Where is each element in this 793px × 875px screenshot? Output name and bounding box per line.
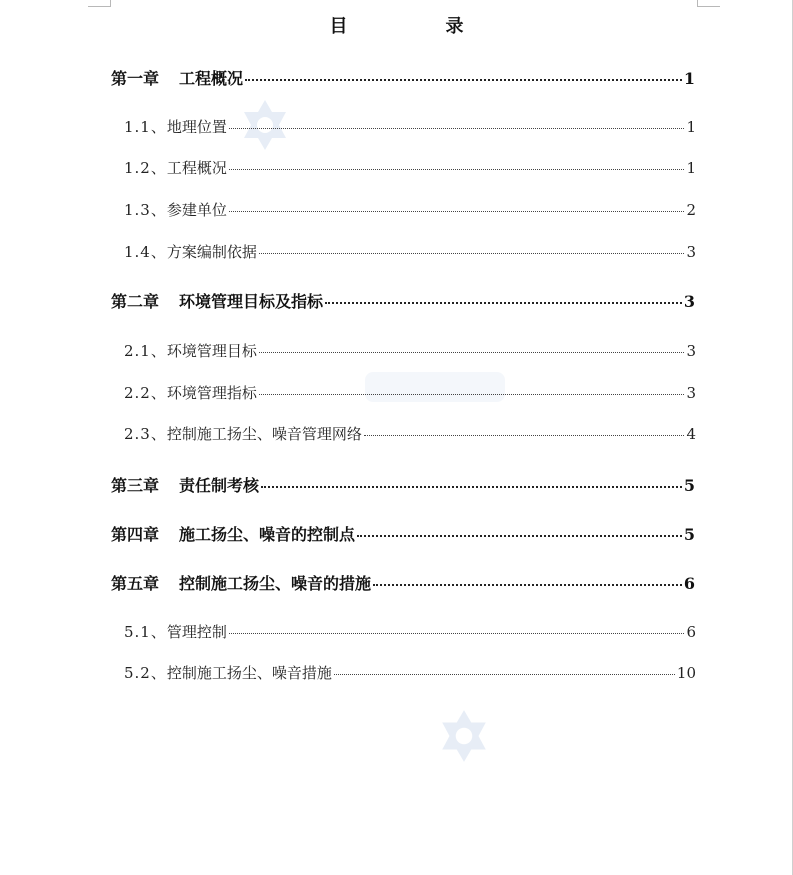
toc-page-number: 3 xyxy=(686,342,696,360)
toc-page-number: 1 xyxy=(686,118,696,136)
toc-section-entry[interactable] xyxy=(124,382,696,403)
toc-entry-number: 1.3、 xyxy=(124,201,167,219)
toc-page-number: 3 xyxy=(683,292,695,311)
toc-page-number: 6 xyxy=(683,574,695,593)
toc-dot-leader xyxy=(259,352,685,353)
toc-page-number: 4 xyxy=(686,425,696,443)
toc-page-number: 3 xyxy=(686,243,696,261)
toc-dot-leader xyxy=(229,128,685,129)
toc-page-number: 1 xyxy=(683,69,695,88)
toc-entry-number: 1.4、 xyxy=(124,243,167,261)
page-corner-mark-left xyxy=(88,0,111,7)
toc-page-number: 10 xyxy=(676,664,696,682)
toc-entry-title: 责任制考核 xyxy=(179,476,260,495)
toc-entry-title: 管理控制 xyxy=(166,623,227,641)
toc-dot-leader xyxy=(259,394,685,395)
toc-page-number: 6 xyxy=(686,623,696,641)
toc-entry-title: 环境管理目标及指标 xyxy=(179,292,324,311)
toc-dot-leader xyxy=(325,302,682,304)
toc-entry-title: 工程概况 xyxy=(166,159,227,177)
toc-entry-title: 参建单位 xyxy=(166,201,227,219)
toc-dot-leader xyxy=(261,486,682,488)
toc-entry-title: 工程概况 xyxy=(179,69,244,88)
toc-entry-number: 1.1、 xyxy=(124,118,167,136)
toc-chapter-entry[interactable] xyxy=(111,473,695,496)
toc-section-entry[interactable] xyxy=(124,116,696,137)
toc-dot-leader xyxy=(364,435,685,436)
toc-entry-number: 2.2、 xyxy=(124,384,167,402)
watermark-logo-icon xyxy=(436,708,492,764)
toc-chapter-entry[interactable] xyxy=(111,289,695,312)
toc-entry-title: 地理位置 xyxy=(166,118,227,136)
toc-page-number: 3 xyxy=(686,384,696,402)
toc-dot-leader xyxy=(334,674,675,675)
toc-entry-number: 第二章 xyxy=(111,292,160,311)
toc-entry-number: 第一章 xyxy=(111,69,160,88)
toc-dot-leader xyxy=(373,584,682,586)
toc-entry-number: 2.1、 xyxy=(124,342,167,360)
toc-chapter-entry[interactable] xyxy=(111,522,695,545)
toc-section-entry[interactable] xyxy=(124,157,696,178)
toc-entry-number: 5.2、 xyxy=(124,664,167,682)
toc-entry-number: 第三章 xyxy=(111,476,160,495)
toc-entry-number: 2.3、 xyxy=(124,425,167,443)
toc-entry-number: 1.2、 xyxy=(124,159,167,177)
toc-entry-title: 方案编制依据 xyxy=(166,243,257,261)
toc-dot-leader xyxy=(229,633,685,634)
toc-section-entry[interactable] xyxy=(124,199,696,220)
toc-title: 目 录 xyxy=(329,16,504,37)
toc-chapter-entry[interactable] xyxy=(111,66,695,89)
toc-dot-leader xyxy=(229,169,685,170)
toc-page-number: 2 xyxy=(686,201,696,219)
toc-entry-number: 第四章 xyxy=(111,525,160,544)
toc-dot-leader xyxy=(357,535,682,537)
toc-entry-title: 控制施工扬尘、噪音措施 xyxy=(166,664,332,682)
toc-page-number: 5 xyxy=(683,476,695,495)
page-corner-mark-right xyxy=(697,0,720,7)
toc-entry-title: 控制施工扬尘、噪音管理网络 xyxy=(166,425,362,443)
toc-dot-leader xyxy=(245,79,682,81)
toc-section-entry[interactable] xyxy=(124,621,696,642)
toc-entry-number: 5.1、 xyxy=(124,623,167,641)
toc-entry-title: 施工扬尘、噪音的控制点 xyxy=(179,525,356,544)
toc-dot-leader xyxy=(259,253,685,254)
toc-entry-title: 控制施工扬尘、噪音的措施 xyxy=(179,574,372,593)
toc-section-entry[interactable] xyxy=(124,241,696,262)
toc-entry-title: 环境管理目标 xyxy=(166,342,257,360)
toc-chapter-entry[interactable] xyxy=(111,571,695,594)
toc-section-entry[interactable] xyxy=(124,340,696,361)
toc-section-entry[interactable] xyxy=(124,662,696,683)
toc-dot-leader xyxy=(229,211,685,212)
toc-entry-number: 第五章 xyxy=(111,574,160,593)
toc-page-number: 5 xyxy=(683,525,695,544)
toc-section-entry[interactable] xyxy=(124,423,696,444)
toc-entry-title: 环境管理指标 xyxy=(166,384,257,402)
toc-page-number: 1 xyxy=(686,159,696,177)
